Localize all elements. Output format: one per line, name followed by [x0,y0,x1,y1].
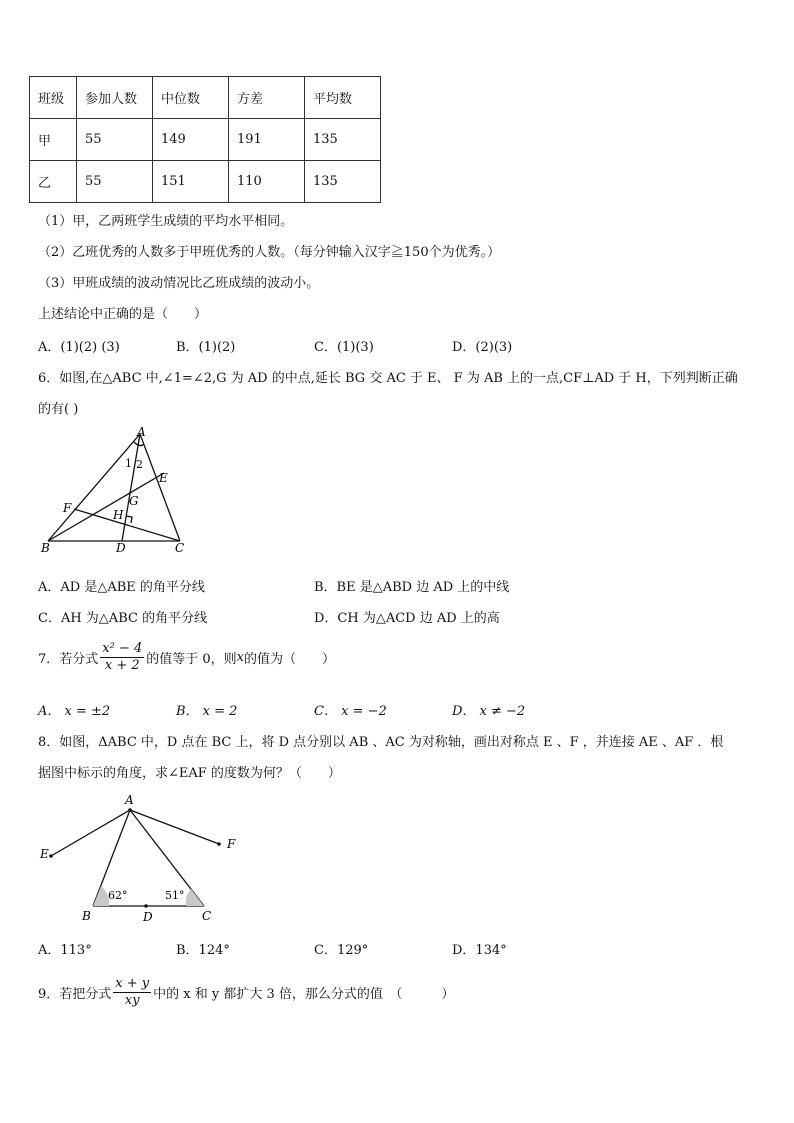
table-cell: 149 [153,119,229,161]
q6-stem-line1: 6．如图,在△ABC 中,∠1=∠2,G 为 AD 的中点,延长 BG 交 AC 于 E、 F 为 AB 上的一点,CF⊥AD 于 H，下列判断正确 [38,371,738,386]
segment-ae [51,810,130,856]
q7-end: 的值为（ ） [244,652,336,667]
label-d: D [143,910,153,924]
q5-statement-2: （2）乙班优秀的人数多于甲班优秀的人数。（每分钟输入汉字≧150个为优秀。） [38,245,501,260]
table-row [30,119,381,161]
q8-reflection-figure [36,790,256,925]
q8-option-d[interactable]: D．134° [452,943,507,958]
label-f: F [227,837,236,851]
q9-prefix: 9．若把分式 [38,987,112,1002]
q8-option-c[interactable]: C．129° [314,943,369,958]
point-a [128,808,132,812]
table-header-cell: 班级 [30,77,77,119]
q6-stem-line2: 的有( ) [38,402,79,417]
q9-numerator: x + y [115,976,150,991]
q5-option-d[interactable]: D．(2)(3) [452,340,513,355]
label-b: B [82,909,91,923]
table-cell: 110 [229,161,305,203]
q7-option-d[interactable]: D． x ≠ −2 [452,704,526,719]
table-cell: 55 [77,119,153,161]
table-cell: 乙 [30,161,77,203]
q9-stem [38,976,454,1009]
label-d: D [116,541,126,555]
table-header-cell: 参加人数 [77,77,153,119]
table-cell: 55 [77,161,153,203]
q7-suffix: 的值等于 0，则 [146,652,237,667]
table-header-row [30,77,381,119]
q6-option-a[interactable]: A．AD 是△ABE 的角平分线 [38,580,205,595]
table-cell: 191 [229,119,305,161]
q7-variable: x [236,650,245,665]
angle-b-shade [93,886,109,906]
label-e: E [40,847,49,861]
label-a: A [137,425,146,439]
label-f: F [63,501,72,515]
label-a: A [125,793,134,807]
q5-statement-3: （3）甲班成绩的波动情况比乙班成绩的波动小。 [38,276,320,291]
table-cell: 135 [305,161,381,203]
table-cell: 135 [305,119,381,161]
q5-statement-1: （1）甲，乙两班学生成绩的平均水平相同。 [38,214,294,229]
q5-option-b[interactable]: B．(1)(2) [176,340,236,355]
label-e: E [159,471,168,485]
label-angle-b: 62° [108,889,128,902]
q6-triangle-figure [36,424,206,559]
label-angle-2: 2 [136,458,143,471]
q7-fraction [100,641,144,674]
label-g: G [129,494,139,508]
q6-option-c[interactable]: C．AH 为△ABC 的角平分线 [38,611,208,626]
q9-suffix: 中的 x 和 y 都扩大 3 倍，那么分式的值 （ ） [153,987,455,1002]
table-row [30,161,381,203]
q8-option-a[interactable]: A．113° [38,943,92,958]
table-cell: 甲 [30,119,77,161]
q5-option-a[interactable]: A．(1)(2) (3) [38,340,120,355]
label-c: C [202,909,212,923]
q9-fraction [113,976,151,1009]
q7-prefix: 7．若分式 [38,652,99,667]
point-d [144,904,148,908]
q6-option-b[interactable]: B．BE 是△ABD 边 AD 上的中线 [314,580,510,595]
score-table [29,76,381,203]
q7-option-b[interactable]: B． x = 2 [176,704,238,719]
q8-option-b[interactable]: B．124° [176,943,230,958]
q8-stem-line1: 8．如图，ΔABC 中，D 点在 BC 上，将 D 点分别以 AB 、AC 为对称轴，画出对称点 E 、F ，并连接 AE 、AF ．根 [38,735,724,750]
q5-prompt: 上述结论中正确的是（ ） [38,307,208,322]
q7-option-c[interactable]: C． x = −2 [314,704,387,719]
right-angle-mark [126,516,132,523]
q5-option-c[interactable]: C．(1)(3) [314,340,374,355]
q7-denominator: x + 2 [104,658,140,673]
table-header-cell: 中位数 [153,77,229,119]
q7-stem [38,641,335,674]
q8-stem-line2: 据图中标示的角度，求∠EAF 的度数为何？（ ） [38,766,341,781]
q6-option-d[interactable]: D．CH 为△ACD 边 AD 上的高 [314,611,500,626]
q7-option-a[interactable]: A． x = ±2 [38,704,111,719]
table-header-cell: 方差 [229,77,305,119]
point-f [217,842,221,846]
label-angle-c: 51° [165,889,185,902]
label-b: B [41,541,50,555]
label-angle-1: 1 [125,457,132,470]
q9-denominator: xy [124,993,140,1008]
point-e [49,854,53,858]
angle-c-shade [186,889,204,906]
label-c: C [175,541,185,555]
q7-numerator: x² − 4 [102,641,143,656]
table-header-cell: 平均数 [305,77,381,119]
label-h: H [113,508,124,522]
segment-ac [140,434,180,541]
table-cell: 151 [153,161,229,203]
